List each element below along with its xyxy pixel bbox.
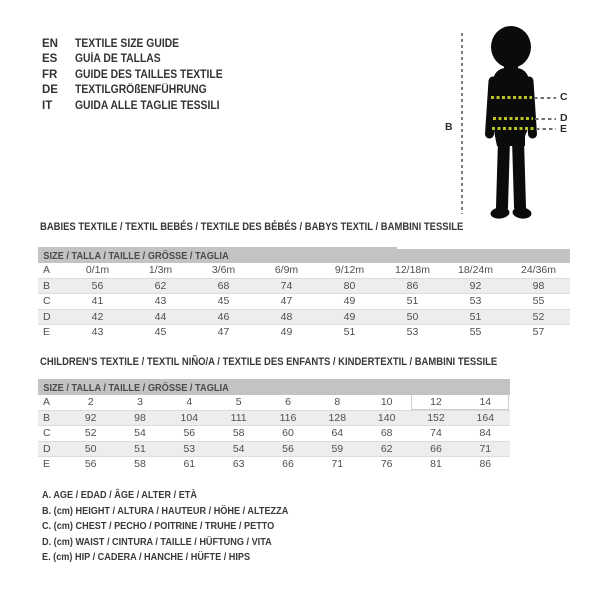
table-cell: 44 [154, 310, 167, 323]
table-cell: 104 [180, 412, 199, 425]
row-label: B [43, 412, 51, 425]
table-cell: 12 [430, 396, 442, 408]
table-cell: 58 [232, 427, 245, 440]
chest-measure-dots [491, 96, 532, 99]
table-cell: 116 [279, 412, 297, 425]
legend-item: E. (cm) HIP / CADERA / HANCHE / HÜFTE / HIPS [42, 551, 251, 563]
table-cell: 49 [280, 325, 293, 338]
table-cell: 45 [217, 295, 230, 308]
table-cell: 50 [84, 442, 97, 455]
language-row [42, 83, 239, 98]
waist-measure-dots [493, 117, 533, 120]
table-cell: 4 [186, 396, 193, 408]
table-cell: 86 [406, 280, 419, 293]
table-cell: 58 [134, 457, 146, 470]
table-cell: 81 [430, 457, 442, 470]
table-cell: 0/1m [85, 264, 110, 276]
row-label: D [43, 310, 51, 323]
table-cell: 50 [406, 310, 419, 323]
table-header-label: SIZE / TALLA / TAILLE / GRÖSSE / TAGLIA [43, 250, 229, 262]
table-cell: 53 [183, 442, 196, 455]
band-notch [397, 247, 570, 249]
table-cell: 63 [232, 457, 245, 470]
table-cell: 6/9m [274, 264, 299, 276]
row-label: D [43, 442, 51, 455]
table-header-band [38, 379, 510, 395]
table-cell: 2 [87, 396, 94, 408]
table-cell: 49 [343, 310, 356, 323]
table-cell: 24/36m [520, 264, 557, 276]
row-label: A [43, 396, 51, 408]
table-row [38, 293, 570, 308]
table-cell: 52 [84, 427, 97, 440]
table-row [38, 278, 570, 293]
table-cell: 12/18m [394, 264, 431, 276]
row-label: B [43, 280, 51, 293]
table-cell: 49 [343, 295, 356, 308]
table-cell: 3/6m [211, 264, 236, 276]
table-cell: 47 [280, 295, 293, 308]
table-cell: 3 [137, 396, 143, 408]
hip-measure-dots [492, 127, 534, 130]
table-cell: 8 [334, 396, 341, 408]
table-cell: 98 [532, 280, 545, 293]
language-code: ES [42, 53, 58, 66]
silhouette-left-leg [502, 140, 504, 207]
table-row [38, 324, 570, 339]
table-cell: 66 [430, 442, 442, 455]
table-cell: 45 [154, 325, 167, 338]
table-cell: 57 [532, 325, 545, 338]
table-cell: 56 [183, 427, 196, 440]
measure-label-chest: C [560, 91, 568, 103]
table-cell: 56 [91, 280, 104, 293]
table-cell: 140 [377, 412, 396, 425]
table-header-label: SIZE / TALLA / TAILLE / GRÖSSE / TAGLIA [43, 382, 229, 394]
language-title: GUIDE DES TAILLES TEXTILE [75, 68, 223, 81]
table-cell: 76 [380, 457, 393, 470]
row-label: C [43, 295, 51, 308]
table-cell: 59 [331, 442, 344, 455]
table-cell: 43 [91, 325, 104, 338]
table-cell: 61 [183, 457, 196, 470]
table-cell: 74 [430, 427, 442, 440]
table-cell: 53 [406, 325, 419, 338]
row-label: E [43, 325, 51, 338]
language-title: TEXTILE SIZE GUIDE [75, 38, 180, 50]
table-cell: 62 [154, 280, 167, 293]
language-title-list [42, 37, 239, 114]
measure-label-height: B [445, 121, 453, 133]
row-label: A [43, 264, 51, 276]
babies-size-table [38, 247, 570, 339]
child-silhouette [485, 24, 547, 222]
row-label: C [43, 427, 51, 440]
table-cell: 128 [328, 412, 347, 425]
table-cell: 51 [469, 310, 482, 323]
table-cell: 54 [134, 427, 146, 440]
table-cell: 43 [154, 295, 167, 308]
table-cell: 42 [91, 310, 104, 323]
silhouette-right-leg [518, 140, 520, 207]
table-row [38, 410, 510, 425]
language-row [42, 68, 239, 83]
waist-measure-dash [535, 118, 556, 120]
language-code: IT [42, 99, 53, 112]
table-row [38, 263, 570, 278]
table-cell: 60 [282, 427, 294, 440]
silhouette-head [491, 26, 531, 68]
table-cell: 68 [380, 427, 393, 440]
measurement-legend [42, 488, 325, 566]
table-cell: 53 [469, 295, 482, 308]
language-code: EN [42, 38, 58, 50]
table-cell: 56 [282, 442, 294, 455]
children-size-table [38, 379, 510, 471]
table-cell: 41 [91, 295, 104, 308]
table-cell: 71 [479, 442, 492, 455]
table-cell: 86 [479, 457, 492, 470]
language-title: GUÍA DE TALLAS [75, 53, 161, 66]
table-cell: 62 [380, 442, 393, 455]
table-cell: 64 [331, 427, 344, 440]
table-cell: 98 [134, 412, 146, 425]
table-cell: 54 [232, 442, 245, 455]
table-cell: 66 [282, 457, 294, 470]
hip-measure-dash [536, 128, 556, 130]
table-row [38, 425, 510, 440]
size-12-14-highlight-box [411, 395, 509, 410]
measure-label-hip: E [560, 123, 568, 135]
table-cell: 18/24m [457, 264, 494, 276]
table-cell: 84 [479, 427, 492, 440]
table-cell: 10 [380, 396, 393, 408]
table-cell: 5 [235, 396, 242, 408]
table-cell: 71 [331, 457, 344, 470]
table-cell: 51 [134, 442, 146, 455]
silhouette-torso [492, 68, 530, 146]
height-measure-line [461, 33, 463, 214]
table-cell: 1/3m [148, 264, 173, 276]
table-cell: 14 [479, 396, 492, 408]
table-cell: 9/12m [334, 264, 365, 276]
language-row [42, 52, 239, 67]
row-label: E [43, 457, 51, 470]
babies-table-title: BABIES TEXTILE / TEXTIL BEBÉS / TEXTILE DES BÉBÉS / BABYS TEXTIL / BAMBINI TESSILE [40, 221, 464, 233]
language-row [42, 37, 239, 52]
table-cell: 152 [427, 412, 445, 425]
table-cell: 52 [532, 310, 545, 323]
table-cell: 48 [280, 310, 293, 323]
legend-item: B. (cm) HEIGHT / ALTURA / HAUTEUR / HÖHE / ALTEZZA [42, 504, 289, 517]
legend-item: A. AGE / EDAD / ÂGE / ALTER / ETÀ [42, 489, 197, 501]
table-cell: 111 [230, 412, 247, 425]
language-code: DE [42, 84, 58, 97]
children-table-title: CHILDREN'S TEXTILE / TEXTIL NIÑO/A / TEXTILE DES ENFANTS / KINDERTEXTIL / BAMBINI TESSILE [40, 356, 498, 368]
table-cell: 47 [217, 325, 230, 338]
table-cell: 46 [217, 310, 230, 323]
table-cell: 80 [343, 280, 356, 293]
table-cell: 51 [406, 295, 419, 308]
table-row [38, 441, 510, 456]
legend-item: C. (cm) CHEST / PECHO / POITRINE / TRUHE / PETTO [42, 520, 275, 532]
table-cell: 164 [476, 412, 495, 425]
measure-label-waist: D [560, 112, 568, 124]
language-title: TEXTILGRÖßENFÜHRUNG [75, 84, 207, 97]
table-row [38, 309, 570, 324]
table-cell: 55 [532, 295, 545, 308]
table-row [38, 456, 510, 471]
language-title: GUIDA ALLE TAGLIE TESSILI [75, 99, 220, 112]
table-cell: 92 [84, 412, 97, 425]
table-cell: 92 [469, 280, 482, 293]
table-cell: 55 [469, 325, 482, 338]
table-cell: 56 [84, 457, 97, 470]
table-cell: 6 [285, 396, 291, 408]
table-header-band [38, 247, 570, 263]
table-cell: 51 [343, 325, 356, 338]
table-cell: 74 [280, 280, 293, 293]
language-code: FR [42, 68, 58, 81]
language-row [42, 99, 239, 114]
table-cell: 68 [217, 280, 230, 293]
chest-measure-dash [534, 97, 556, 99]
legend-item: D. (cm) WAIST / CINTURA / TAILLE / HÜFTUNG / VITA [42, 535, 272, 548]
